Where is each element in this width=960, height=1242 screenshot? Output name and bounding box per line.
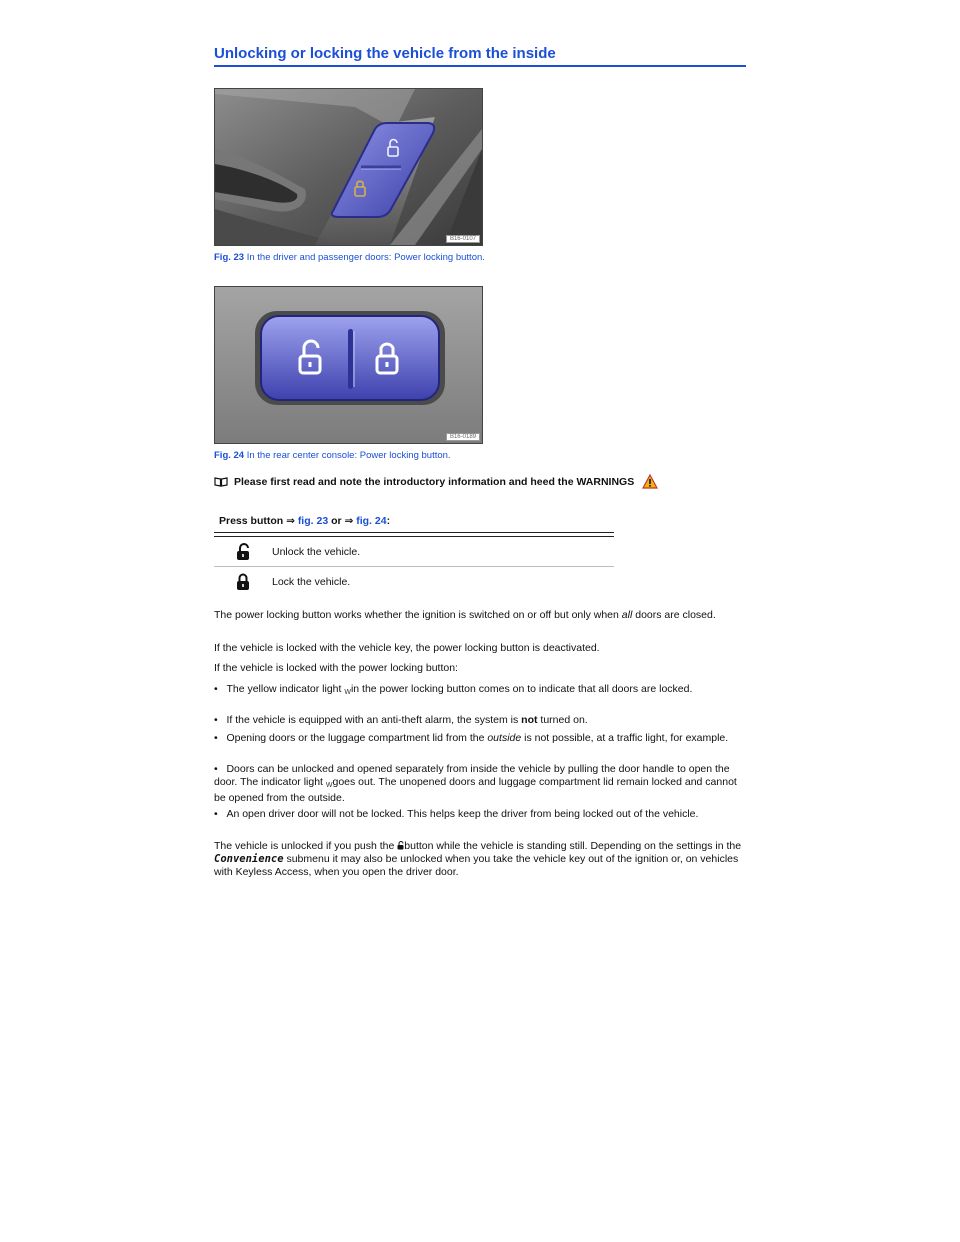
text: in the power locking button comes on to indicate that all doors are locked. — [350, 683, 693, 695]
figure-image-code: B16-0107 — [446, 235, 480, 243]
text: If the vehicle is locked with the power locking button: — [214, 662, 458, 674]
figure-console-lock-button — [214, 286, 483, 444]
text: goes out. The unopened doors and luggage compartment lid remain locked and cannot be opened from the outside. — [214, 776, 737, 804]
press-suffix: : — [386, 515, 391, 527]
table-row — [214, 537, 614, 567]
figure-door-lock-button — [214, 88, 483, 246]
list-item — [214, 714, 746, 727]
text: The vehicle is unlocked if you push the — [214, 840, 398, 852]
action-label: Unlock the vehicle. — [272, 545, 361, 558]
convenience-menu-name: Convenience — [214, 853, 284, 865]
paragraph — [214, 662, 746, 675]
action-table — [214, 532, 614, 596]
text: turned on. — [537, 714, 588, 726]
bullet-dot: • — [214, 714, 227, 726]
press-middle: or ⇒ — [328, 515, 357, 527]
text: Opening doors or the luggage compartment lid from the — [226, 732, 488, 744]
unlock-icon — [236, 543, 250, 561]
bullet-dot: • — [214, 732, 227, 744]
text: button while the vehicle is standing still. Depending on the settings in the — [404, 840, 742, 852]
emphasis: outside — [487, 732, 522, 744]
text: The power locking button works whether the ignition is switched on or off but only when — [214, 609, 622, 621]
link-fig-23[interactable]: fig. 23 — [297, 515, 329, 527]
warning-triangle-icon — [642, 474, 658, 489]
figure-caption — [214, 252, 485, 263]
text: doors are closed. — [632, 609, 716, 621]
figure-label: Fig. 24 — [214, 450, 245, 461]
figure-label: Fig. 23 — [214, 252, 245, 263]
lock-icon — [236, 573, 250, 591]
list-item — [214, 732, 746, 745]
text: If the vehicle is equipped with an anti-theft alarm, the system is — [226, 714, 522, 726]
indicator-light-glyph: W — [325, 782, 333, 789]
list-item — [214, 683, 746, 699]
emphasis: all — [621, 609, 633, 621]
bullet-dot: • — [214, 683, 227, 695]
text: The yellow indicator light — [226, 683, 345, 695]
text: If the vehicle is locked with the vehicle key, the power locking button is deactivated. — [214, 642, 600, 654]
bullet-dot: • — [214, 763, 227, 775]
paragraph — [214, 609, 746, 622]
figure-caption-text: In the rear center console: Power locking button. — [244, 450, 451, 461]
figure-caption — [214, 450, 451, 461]
text: An open driver door will not be locked. This helps keep the driver from being locked out of the vehicle. — [226, 808, 699, 820]
indicator-light-glyph: W — [344, 689, 351, 696]
paragraph — [214, 840, 746, 879]
figure-image-code: B16-0189 — [446, 433, 480, 441]
list-item — [214, 808, 746, 821]
bullet-dot: • — [214, 808, 227, 820]
text: Doors can be unlocked and opened separately from inside the vehicle by pulling the door handle to open the door. The indicator light — [214, 763, 730, 788]
book-icon — [214, 477, 228, 487]
figure-caption-text: In the driver and passenger doors: Power locking button. — [244, 252, 485, 263]
notice-text: Please first read and note the introductory information and heed the WARNINGS — [234, 475, 635, 488]
bold-text: not — [521, 714, 538, 726]
list-item — [214, 763, 746, 805]
link-fig-24[interactable]: fig. 24 — [356, 515, 387, 527]
press-button-instruction — [219, 515, 390, 527]
text: is not possible, at a traffic light, for example. — [521, 732, 729, 744]
text: submenu it may also be unlocked when you take the vehicle key out of the ignition or, on vehicles with Keyless Access, when you open the driver door. — [214, 853, 739, 878]
intro-notice — [214, 474, 658, 489]
paragraph — [214, 642, 746, 655]
action-label: Lock the vehicle. — [272, 575, 351, 588]
page-title: Unlocking or locking the vehicle from the inside — [214, 45, 746, 67]
table-row — [214, 567, 614, 596]
press-prefix: Press button ⇒ — [219, 515, 298, 527]
